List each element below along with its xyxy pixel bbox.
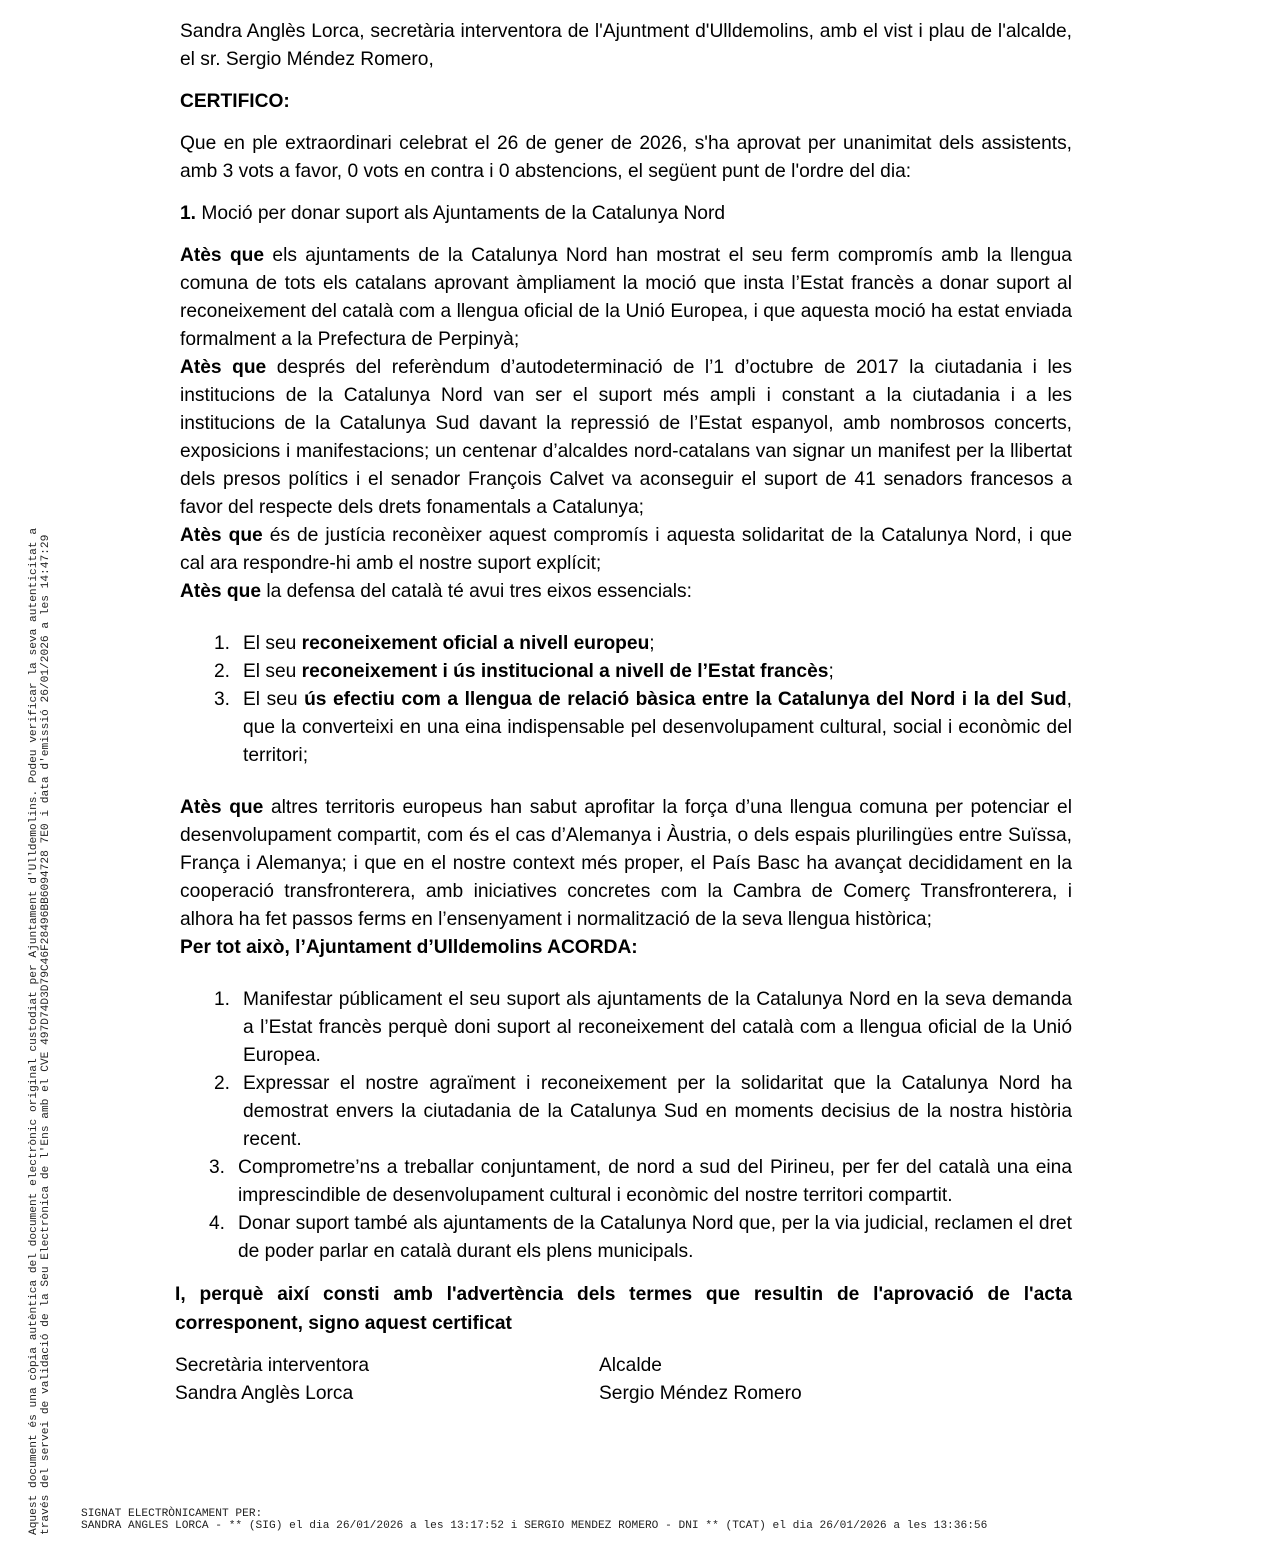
ates-que-paragraph-1: Atès que els ajuntaments de la Catalunya Nord han mostrat el seu ferm compromís amb la llengua comuna de tots els catalans aprovant àmpliament la moció que insta l’Estat francès a donar suport al reconeixement del català com a llengua oficial de la Unió Europea, i que aquesta moció ha estat enviada formalment a la Prefectura de Perpinyà; xyxy=(180,245,1072,350)
ates-que-paragraph-3: Atès que és de justícia reconèixer aquest compromís i aquesta solidaritat de la Catalunya Nord, i que cal ara respondre-hi amb el nostre suport explícit; xyxy=(180,525,1072,574)
agenda-item-number: 1. xyxy=(180,203,197,224)
resolutions-list xyxy=(180,986,1072,1154)
resolution-item: 2. Expressar el nostre agraïment i reconeixement per la solidaritat que la Catalunya Nord ha demostrat envers la ciutadania de la Catalunya Sud en moments decisius de la nostra història recent. xyxy=(214,1073,1072,1150)
ates-que-paragraph-5: Atès que altres territoris europeus han sabut aprofitar la força d’una llengua comuna per potenciar el desenvolupament compartit, com és el cas d’Alemanya i Àustria, o dels espais plurilingües entre Suïssa, França i Alemanya; i que en el nostre context més proper, el País Basc ha avançat decididament en la cooperació transfronterera, amb iniciatives concretes com la Cambra de Comerç Transfronterera, i alhora ha fet passos ferms en l’ensenyament i normalització de la seva llengua històrica; xyxy=(180,797,1072,930)
electronic-signature-footer xyxy=(81,1508,987,1532)
intro-paragraph: Sandra Anglès Lorca, secretària interventora de l'Ajuntment d'Ulldemolins, amb el vist i plau de l'alcalde, el sr. Sergio Méndez Romero, xyxy=(180,21,1072,70)
axis-item: 2. El seu reconeixement i ús institucional a nivell de l’Estat francès; xyxy=(214,661,834,682)
footer-line-2: SANDRA ANGLES LORCA - ** (SIG) el dia 26/01/2026 a les 13:17:52 i SERGIO MENDEZ ROMERO - DNI ** (TCAT) el dia 26/01/2026 a les 13:36:56 xyxy=(81,1520,988,1532)
signature-block xyxy=(175,1352,1072,1408)
margin-note-line-2: través del servei de validació de la Seu Electrònica de l'Ens amb el CVE 497D74D3D79C46F28496BB6094728 7E0 i data d'emissió 26/01/2026 a les 14:47:29 xyxy=(40,534,52,1535)
agenda-item xyxy=(180,200,1072,228)
resolutions-list-continued xyxy=(180,1154,1072,1266)
axis-item: 3. El seu ús efectiu com a llengua de relació bàsica entre la Catalunya del Nord i la del Sud, que la converteixi en una eina indispensable pel desenvolupament cultural, social i econòmic del territori; xyxy=(214,689,1072,766)
secretary-role: Secretària interventora xyxy=(175,1355,370,1376)
certifico-heading: CERTIFICO: xyxy=(180,91,290,112)
resolution-item: 1. Manifestar públicament el seu suport als ajuntaments de la Catalunya Nord en la seva demanda a l’Estat francès perquè doni suport al reconeixement del català com a llengua oficial de la Unió Europea. xyxy=(214,989,1072,1066)
resolution-item: 4. Donar suport també als ajuntaments de la Catalunya Nord que, per la via judicial, reclamen el dret de poder parlar en català durant els plens municipals. xyxy=(209,1213,1072,1262)
mayor-role: Alcalde xyxy=(599,1355,662,1376)
footer-line-1: SIGNAT ELECTRÒNICAMENT PER: xyxy=(81,1508,263,1520)
essential-axes-list xyxy=(180,630,1072,770)
axis-item: 1. El seu reconeixement oficial a nivell europeu; xyxy=(214,633,655,654)
acorda-heading: Per tot això, l’Ajuntament d’Ulldemolins ACORDA: xyxy=(180,937,638,958)
margin-note-line-1: Aquest document és una còpia autèntica del document electrònic original custodiat per Ajuntament d'Ulldemolins. Podeu verificar la seva autenticitat a xyxy=(28,527,40,1535)
closing-statement: I, perquè així consti amb l'advertència dels termes que resultin de l'aprovació de l'acta corresponent, signo aquest certificat xyxy=(175,1284,1072,1334)
approval-paragraph: Que en ple extraordinari celebrat el 26 de gener de 2026, s'ha aprovat per unanimitat dels assistents, amb 3 vots a favor, 0 vots en contra i 0 abstencions, el següent punt de l'ordre del dia: xyxy=(180,133,1072,182)
mayor-name: Sergio Méndez Romero xyxy=(599,1383,802,1404)
certificate-document xyxy=(175,18,1072,1408)
authenticity-margin-note xyxy=(28,528,52,1535)
agenda-item-title: Moció per donar suport als Ajuntaments de la Catalunya Nord xyxy=(201,203,726,224)
secretary-name: Sandra Anglès Lorca xyxy=(175,1383,354,1404)
resolution-item: 3. Comprometre’ns a treballar conjuntament, de nord a sud del Pirineu, per fer del català una eina imprescindible de desenvolupament cultural i econòmic del nostre territori compartit. xyxy=(209,1157,1072,1206)
ates-que-paragraph-2: Atès que després del referèndum d’autodeterminació de l’1 d’octubre de 2017 la ciutadania i les institucions de la Catalunya Nord van ser el suport més ampli i constant a la ciutadania i a les institucions de la Catalunya Sud davant la repressió de l’Estat espanyol, amb nombrosos concerts, exposicions i manifestacions; un centenar d’alcaldes nord-catalans van signar un manifest per la llibertat dels presos polítics i el senador François Calvet va aconseguir el suport de 41 senadors francesos a favor del respecte dels drets fonamentals a Catalunya; xyxy=(180,357,1072,518)
ates-que-paragraph-4: Atès que la defensa del català té avui tres eixos essencials: xyxy=(180,581,692,602)
